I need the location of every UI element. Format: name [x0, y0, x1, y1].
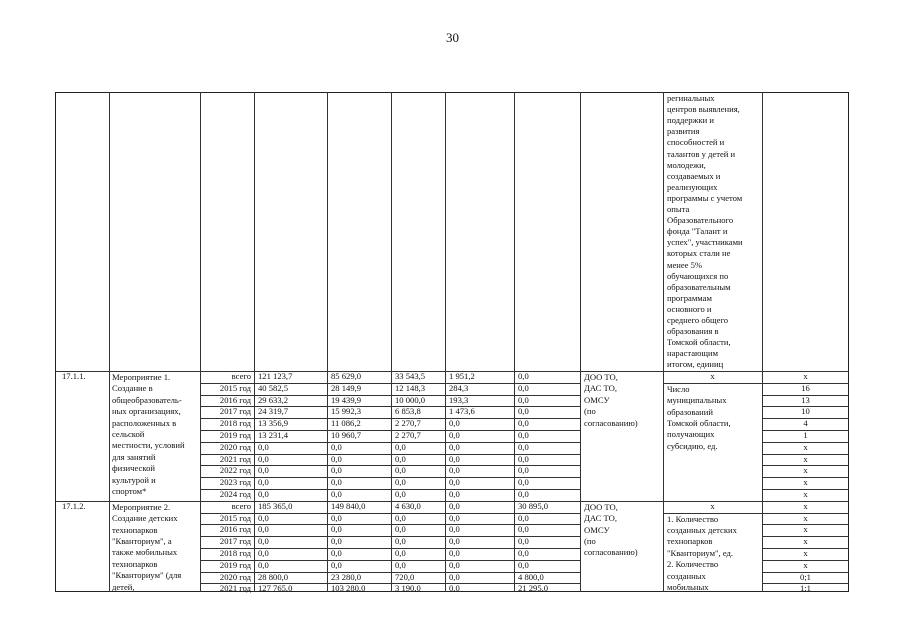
- page-number: 30: [446, 30, 459, 45]
- indicator-line: созданных детских: [667, 525, 737, 535]
- extra-budget-cell: 0,0: [518, 524, 529, 535]
- indicator-value-cell: x: [710, 371, 715, 381]
- year-cell: 2022 год: [219, 465, 251, 476]
- indicator-line: субсидию, ед.: [667, 440, 718, 451]
- indicator-line: созданных: [667, 570, 706, 581]
- municipal-cell: 0,0: [449, 524, 460, 535]
- measure-name-line: технопарков: [112, 558, 158, 569]
- extra-budget-cell: 0,0: [518, 406, 529, 417]
- regional-cell: 4 630,0: [395, 500, 421, 511]
- year-cell: 2023 год: [219, 477, 251, 488]
- target-value-cell: x: [803, 559, 808, 570]
- year-cell: 2020 год: [219, 571, 251, 582]
- continued-indicator-line: создаваемых и: [667, 170, 721, 181]
- measure-name-line: ных организациях,: [112, 406, 181, 417]
- total-cell: 0,0: [258, 465, 269, 476]
- continued-indicator-line: образования в: [667, 326, 719, 337]
- municipal-cell: 0,0: [449, 489, 460, 499]
- total-cell: 13 231,4: [258, 430, 289, 440]
- total-cell: 0,0: [258, 559, 269, 570]
- municipal-cell: 0,0: [449, 418, 460, 429]
- year-cell: 2017 год: [219, 536, 251, 547]
- column-rule: [254, 92, 255, 592]
- total-cell: 28 800,0: [258, 571, 289, 582]
- measure-name-line: культурой и: [112, 474, 156, 485]
- regional-cell: 0,0: [395, 512, 406, 523]
- measure-name-line: также мобильных: [112, 547, 178, 558]
- continued-indicator-line: нарастающим: [667, 348, 719, 359]
- target-value-cell: x: [803, 500, 808, 511]
- federal-cell: 0,0: [331, 465, 342, 476]
- continued-indicator-line: успех", участниками: [667, 237, 743, 248]
- total-cell: 121 123,7: [258, 371, 293, 381]
- target-value-cell: x: [803, 477, 808, 488]
- target-value-cell: x: [803, 536, 808, 547]
- municipal-cell: 0,0: [449, 465, 460, 476]
- regional-cell: 0,0: [395, 441, 406, 452]
- regional-cell: 0,0: [395, 536, 406, 547]
- target-value-cell: 13: [801, 394, 810, 405]
- indicator-line: 2. Количество: [667, 559, 719, 570]
- extra-budget-cell: 0,0: [518, 418, 529, 429]
- continued-indicator-line: основного и: [667, 303, 712, 314]
- extra-budget-cell: 21 295,0: [518, 583, 549, 594]
- federal-cell: 0,0: [331, 453, 342, 464]
- continued-indicator-line: регинальных: [667, 93, 715, 103]
- federal-cell: 19 439,9: [331, 394, 362, 405]
- total-cell: 185 365,0: [258, 500, 293, 511]
- target-value-cell: 16: [801, 382, 810, 393]
- municipal-cell: 0,0: [449, 500, 460, 511]
- regional-cell: 33 543,5: [395, 371, 426, 381]
- indicator-line: Число: [667, 383, 690, 394]
- indicator-line: муниципальных: [667, 395, 727, 406]
- continued-indicator-line: обучающихся по: [667, 270, 729, 281]
- target-value-cell: 10: [801, 406, 810, 417]
- regional-cell: 720,0: [395, 571, 415, 582]
- indicator-line: Томской области,: [667, 418, 731, 428]
- measure-number: 17.1.1.: [62, 371, 86, 381]
- year-cell: 2017 год: [219, 406, 251, 417]
- executor-line: (по: [584, 536, 596, 546]
- continued-indicator-line: которых стали не: [667, 248, 731, 259]
- measure-name-line: общеобразователь-: [112, 394, 182, 405]
- executor-line: ДАС ТО,: [584, 513, 618, 524]
- regional-cell: 0,0: [395, 559, 406, 570]
- year-cell: 2020 год: [219, 441, 251, 452]
- municipal-cell: 0,0: [449, 583, 460, 594]
- regional-cell: 0,0: [395, 548, 406, 558]
- year-cell: 2019 год: [219, 559, 251, 570]
- regional-cell: 0,0: [395, 465, 406, 476]
- federal-cell: 23 280,0: [331, 571, 362, 582]
- year-cell: 2018 год: [219, 548, 251, 558]
- target-value-cell: 1: [803, 430, 808, 440]
- regional-cell: 2 270,7: [395, 418, 421, 429]
- regional-cell: 2 270,7: [395, 430, 421, 440]
- federal-cell: 15 992,3: [331, 406, 362, 417]
- target-value-cell: x: [803, 371, 808, 381]
- federal-cell: 0,0: [331, 559, 342, 570]
- indicator-line: образований: [667, 406, 713, 417]
- extra-budget-cell: 0,0: [518, 548, 529, 558]
- extra-budget-cell: 0,0: [518, 512, 529, 523]
- continued-indicator-line: опыта: [667, 204, 690, 214]
- continued-indicator-line: менее 5%: [667, 259, 703, 270]
- extra-budget-cell: 0,0: [518, 371, 529, 381]
- extra-budget-cell: 30 895,0: [518, 500, 549, 511]
- continued-indicator-line: программы с учетом: [667, 192, 743, 203]
- year-cell: 2015 год: [219, 382, 251, 393]
- total-cell: 13 356,9: [258, 418, 289, 429]
- federal-cell: 0,0: [331, 441, 342, 452]
- extra-budget-cell: 0,0: [518, 441, 529, 452]
- federal-cell: 0,0: [331, 477, 342, 488]
- extra-budget-cell: 0,0: [518, 465, 529, 476]
- year-cell: 2021 год: [219, 583, 251, 594]
- municipal-cell: 0,0: [449, 441, 460, 452]
- continued-indicator-line: реализующих: [667, 181, 718, 192]
- indicator-line: мобильных: [667, 582, 709, 592]
- federal-cell: 0,0: [331, 524, 342, 535]
- measure-name-line: местности, условий: [112, 440, 185, 451]
- measure-name-line: "Кванториум", а: [112, 536, 172, 546]
- executor-line: ОМСУ: [584, 394, 610, 405]
- federal-cell: 0,0: [331, 489, 342, 499]
- total-cell: 0,0: [258, 512, 269, 523]
- continued-indicator-line: образовательным: [667, 281, 731, 292]
- executor-line: согласованию): [584, 547, 638, 558]
- municipal-cell: 0,0: [449, 536, 460, 547]
- year-cell: 2015 год: [219, 512, 251, 523]
- continued-indicator-line: Образовательного: [667, 215, 734, 226]
- total-cell: 0,0: [258, 441, 269, 452]
- total-cell: 0,0: [258, 524, 269, 535]
- executor-line: согласованию): [584, 417, 638, 428]
- measure-name-line: "Кванториум" (для: [112, 570, 182, 581]
- federal-cell: 0,0: [331, 512, 342, 523]
- regional-cell: 12 148,3: [395, 382, 426, 393]
- measure-name-line: Создание в: [112, 383, 153, 394]
- executor-line: ДОО ТО,: [584, 501, 618, 512]
- extra-budget-cell: 0,0: [518, 394, 529, 405]
- total-cell: 24 319,7: [258, 406, 289, 417]
- measure-name-line: для занятий: [112, 451, 156, 462]
- continued-indicator-line: развития: [667, 126, 700, 137]
- extra-budget-cell: 0,0: [518, 536, 529, 547]
- regional-cell: 10 000,0: [395, 394, 426, 405]
- federal-cell: 0,0: [331, 548, 342, 558]
- municipal-cell: 0,0: [449, 548, 460, 558]
- extra-budget-cell: 0,0: [518, 477, 529, 488]
- indicator-line: получающих: [667, 429, 715, 440]
- regional-cell: 0,0: [395, 453, 406, 464]
- municipal-cell: 0,0: [449, 477, 460, 488]
- continued-indicator-line: итогом, единиц: [667, 359, 724, 370]
- year-cell: 2016 год: [219, 394, 251, 405]
- executor-line: ДОО ТО,: [584, 372, 618, 382]
- target-value-cell: x: [803, 465, 808, 476]
- extra-budget-cell: 0,0: [518, 489, 529, 499]
- year-cell: 2018 год: [219, 418, 251, 429]
- measure-name-line: расположенных в: [112, 417, 177, 428]
- regional-cell: 6 853,8: [395, 406, 421, 417]
- regional-cell: 0,0: [395, 477, 406, 488]
- year-cell: 2019 год: [219, 430, 251, 440]
- municipal-cell: 284,3: [449, 382, 469, 393]
- executor-line: ОМСУ: [584, 524, 610, 535]
- continued-indicator-line: среднего общего: [667, 315, 729, 325]
- total-cell: 0,0: [258, 536, 269, 547]
- year-cell: 2016 год: [219, 524, 251, 535]
- municipal-cell: 0,0: [449, 453, 460, 464]
- total-cell: 40 582,5: [258, 382, 289, 393]
- extra-budget-cell: 0,0: [518, 559, 529, 570]
- total-cell: 0,0: [258, 548, 269, 558]
- regional-cell: 3 190,0: [395, 583, 421, 594]
- extra-budget-cell: 0,0: [518, 382, 529, 393]
- municipal-cell: 193,3: [449, 394, 469, 405]
- measure-name-line: Мероприятие 2.: [112, 501, 171, 512]
- total-cell: 0,0: [258, 453, 269, 464]
- continued-indicator-line: фонда "Талант и: [667, 226, 728, 237]
- measure-name-line: Создание детских: [112, 513, 178, 524]
- federal-cell: 10 960,7: [331, 430, 362, 440]
- column-rule: [391, 92, 392, 592]
- measure-name-line: физической: [112, 463, 155, 474]
- indicator-value-cell: x: [710, 500, 715, 511]
- continued-indicator-line: Томской области,: [667, 337, 731, 348]
- year-cell: 2024 год: [219, 489, 251, 499]
- federal-cell: 85 629,0: [331, 371, 362, 381]
- measure-number: 17.1.2.: [62, 500, 86, 511]
- municipal-cell: 1 473,6: [449, 406, 475, 417]
- continued-indicator-line: молодежи,: [667, 159, 706, 170]
- target-value-cell: x: [803, 548, 808, 558]
- target-value-cell: x: [803, 524, 808, 535]
- regional-cell: 0,0: [395, 489, 406, 499]
- target-value-cell: 1;1: [800, 583, 811, 594]
- municipal-cell: 0,0: [449, 571, 460, 582]
- measure-name-line: сельской: [112, 429, 145, 439]
- measure-name-line: спортом*: [112, 486, 147, 496]
- executor-line: (по: [584, 406, 596, 417]
- extra-budget-cell: 0,0: [518, 430, 529, 440]
- year-cell: всего: [231, 500, 251, 511]
- year-cell: всего: [231, 371, 251, 381]
- continued-indicator-line: поддержки и: [667, 115, 714, 126]
- target-value-cell: 0;1: [800, 571, 811, 582]
- federal-cell: 149 840,0: [331, 500, 366, 511]
- continued-indicator-line: талантов у детей и: [667, 148, 736, 159]
- target-value-cell: x: [803, 512, 808, 523]
- total-cell: 29 633,2: [258, 394, 289, 405]
- total-cell: 127 765,0: [258, 583, 293, 594]
- federal-cell: 0,0: [331, 536, 342, 547]
- measure-name-line: детей,: [112, 581, 135, 592]
- extra-budget-cell: 4 800,0: [518, 571, 544, 582]
- total-cell: 0,0: [258, 477, 269, 488]
- total-cell: 0,0: [258, 489, 269, 499]
- indicator-line: "Кванториум", ед.: [667, 547, 734, 558]
- continued-indicator-line: способностей и: [667, 137, 725, 148]
- indicator-line: технопарков: [667, 536, 713, 547]
- federal-cell: 28 149,9: [331, 382, 362, 393]
- extra-budget-cell: 0,0: [518, 453, 529, 464]
- column-rule: [109, 92, 110, 592]
- federal-cell: 11 086,2: [331, 418, 361, 429]
- target-value-cell: x: [803, 441, 808, 452]
- year-cell: 2021 год: [219, 453, 251, 464]
- federal-cell: 103 280,0: [331, 583, 366, 594]
- regional-cell: 0,0: [395, 524, 406, 535]
- municipal-cell: 0,0: [449, 559, 460, 570]
- executor-line: ДАС ТО,: [584, 383, 618, 394]
- measure-name-line: технопарков: [112, 524, 158, 535]
- target-value-cell: x: [803, 489, 808, 499]
- target-value-cell: x: [803, 453, 808, 464]
- continued-indicator-line: программам: [667, 292, 712, 303]
- municipal-cell: 1 951,2: [449, 371, 475, 381]
- municipal-cell: 0,0: [449, 430, 460, 440]
- indicator-line: 1. Количество: [667, 513, 719, 524]
- continued-indicator-line: центров выявления,: [667, 104, 740, 115]
- measure-name-line: Мероприятие 1.: [112, 372, 171, 382]
- municipal-cell: 0,0: [449, 512, 460, 523]
- target-value-cell: 4: [803, 418, 808, 429]
